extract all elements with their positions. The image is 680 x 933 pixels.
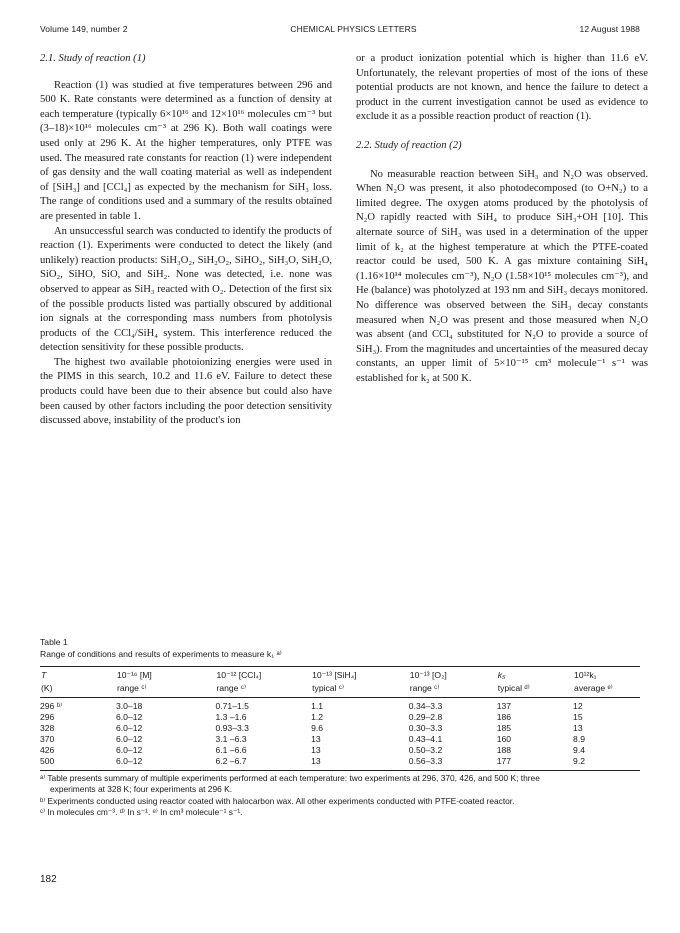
column-header: T <box>40 667 116 683</box>
column-header: 10⁻¹³ [SiH₄] <box>311 667 409 683</box>
column-header: k₅ <box>497 667 573 683</box>
column-subheader: average ᵉ⁾ <box>573 682 640 698</box>
column-subheader: (K) <box>40 682 116 698</box>
table-cell: 137 <box>496 701 512 711</box>
column-subheader: range ᶜ⁾ <box>116 682 216 698</box>
column-subheader: typical ᶜ⁾ <box>311 682 409 698</box>
table-caption-block <box>40 636 640 660</box>
table-cell: 0.30–3.3 <box>408 723 443 733</box>
table-cell: 0.50–3.2 <box>408 745 443 755</box>
table-cell: 8.9 <box>573 734 585 744</box>
results-table <box>40 666 640 771</box>
footnote-a-continued: experiments at 328 K; four experiments at 296 K. <box>50 784 233 795</box>
paragraph: An unsuccessful search was conducted to identify the products of reaction (1). Experiments were conducted to detect the likely (and unlikely) reaction products: SiH₃O₂, SiH₂O₂, SiHO₂, SiH₃O, SiH₂O, SiO₂, SiHO, SiO, and SiH₂. None was detected, i.e. none was observed to appear as SiH₃ reacted with O₂. Detection of the first six of the possible products listed was partially obscured by additional ion signals at the corresponding mass numbers from photolysis products of the CCl₄/SiH₄ system. This interference reduced the detection sensitivity for these possible products. <box>40 225 332 354</box>
table-cell: 3.1 –6.3 <box>215 734 247 744</box>
column-subheader: typical ᵈ⁾ <box>497 682 573 698</box>
table-cell: 12 <box>573 701 583 711</box>
table-cell: 6.2 –6.7 <box>215 756 311 771</box>
table-cell: 500 <box>40 756 116 771</box>
table-row <box>40 698 640 713</box>
header-volume: Volume 149, number 2 <box>40 24 128 34</box>
column-header: 10⁻¹³ [O₂] <box>409 667 497 683</box>
table-cell: 0.93–3.3 <box>215 723 249 733</box>
table-cell: 186 <box>496 712 512 722</box>
paragraph: No measurable reaction between SiH₃ and N₂O was observed. When N₂O was present, it also photodecomposed (to O+N₂) to a limited degree. The oxygen atoms produced by the photolysis of N₂O rapidly reacted with SiH₄ to produce SiH₃+OH [10]. This alternate source of SiH₃ was used in a determination of the upper limit of k₂ at the highest temperature at which the PTFE-coated reactor could be used, 500 K. A gas mixture containing SiH₄ (1.16×10¹⁴ molecules cm⁻³), N₂O (1.58×10¹⁵ molecules cm⁻³), and He (balance) was photolyzed at 193 nm and SiH₃ decays monitored. No difference was observed between the SiH₃ decay constants measured when N₂O was present and those measured when N₂O was absent (and CCl₄ substituted for N₂O to provide a source of SiH₃). From the magnitudes and uncertainties of the measured decay constants, an upper limit of 5×10⁻¹⁵ cm³ molecule⁻¹ s⁻¹ was established for k₂ at 500 K. <box>356 168 648 384</box>
table-cell: 6.1 –6.6 <box>215 745 247 755</box>
column-header: 10⁻¹² [CCl₄] <box>215 667 311 683</box>
column-header: 10¹²k₁ <box>573 667 640 683</box>
table-cell: 9.6 <box>311 723 324 733</box>
section-heading-reaction-1: 2.1. Study of reaction (1) <box>40 53 146 64</box>
table-cell: 6.0–12 <box>115 745 143 755</box>
column-header: 10⁻¹⁶ [M] <box>116 667 216 683</box>
table-label: Table 1 <box>40 637 68 647</box>
table-row <box>40 756 640 771</box>
paragraph: The highest two available photoionizing energies were used in the PIMS in this search, 10.2 and 11.6 eV. Failure to detect these products could have been due to their absence but could also have been caused by other factors including the poor detection sensitivity discussed above, instability of the product's ion <box>40 356 332 427</box>
table-cell: 15 <box>573 712 583 722</box>
table-cell: 296 <box>40 712 55 722</box>
table-caption: Range of conditions and results of experiments to measure k₁ ᵃ⁾ <box>40 649 282 659</box>
header-journal: CHEMICAL PHYSICS LETTERS <box>290 24 417 34</box>
footnote-a: ᵃ⁾ Table presents summary of multiple experiments performed at each temperature: two experiments at 296, 370, 426, and 500 K; three <box>40 773 540 783</box>
footnote-units: ᶜ⁾ In molecules cm⁻³. ᵈ⁾ In s⁻¹. ᵉ⁾ In cm³ molecule⁻¹ s⁻¹. <box>40 807 243 818</box>
table-cell: 9.4 <box>573 745 585 755</box>
table-cell: 0.29–2.8 <box>408 712 443 722</box>
table-cell: 188 <box>496 745 512 755</box>
header-date: 12 August 1988 <box>579 24 640 34</box>
table-cell: 0.71–1.5 <box>215 701 249 711</box>
table-cell: 6.0–12 <box>116 756 216 771</box>
table-row <box>40 712 640 723</box>
table-cell: 6.0–12 <box>115 712 143 722</box>
table-row <box>40 745 640 756</box>
right-column <box>356 52 648 386</box>
running-header <box>40 24 640 34</box>
table-row <box>40 723 640 734</box>
table-cell: 0.34–3.3 <box>408 701 443 711</box>
footnote-b: ᵇ⁾ Experiments conducted using reactor coated with halocarbon wax. All other experiments conducted with PTFE-coated reactor. <box>40 795 515 806</box>
table-cell: 13 <box>573 723 583 733</box>
column-subheader: range ᶜ⁾ <box>409 682 497 698</box>
table-cell: 1.2 <box>311 712 324 722</box>
table-cell: 160 <box>496 734 512 744</box>
table-cell: 1.3 –1.6 <box>215 712 247 722</box>
table-cell: 1.1 <box>311 701 324 711</box>
table-cell: 0.43–4.1 <box>408 734 443 744</box>
table-footnotes <box>40 773 640 819</box>
table-row <box>40 734 640 745</box>
column-subheader: range ᶜ⁾ <box>215 682 311 698</box>
table-cell: 426 <box>40 745 55 755</box>
table-cell: 6.0–12 <box>115 723 143 733</box>
page-number: 182 <box>40 874 57 885</box>
table-cell: 13 <box>311 745 321 755</box>
left-column <box>40 52 332 429</box>
table-cell: 296 ᵇ⁾ <box>40 701 63 711</box>
table-cell: 328 <box>40 723 55 733</box>
table-cell: 177 <box>497 756 573 771</box>
table-cell: 9.2 <box>573 756 640 771</box>
paragraph: Reaction (1) was studied at five temperatures between 296 and 500 K. Rate constants were determined as a function of density at each temperature (typically 6×10¹⁶ and 12×10¹⁶ molecules cm⁻³ but (3–18)×10¹⁶ molecules cm⁻³ at 296 K). Both wall coatings were used only at 296 K. At the higher temperatures, only PTFE was used. The measured rate constants for reaction (1) were independent of gas density and the wall coating material as well as independent of [SiH₃] and [CCl₄] as expected by the mechanism for SiH₃ loss. The range of conditions used and a summary of the results obtained are presented in table 1. <box>40 79 332 222</box>
table-cell: 3.0–18 <box>115 701 143 711</box>
table-cell: 13 <box>311 756 409 771</box>
table-cell: 185 <box>496 723 512 733</box>
paragraph-continuation: or a product ionization potential which is higher than 11.6 eV. Unfortunately, the relevant properties of most of the ions of these potential products are not known, and hence the failure to detect a product in the current investigation cannot be used as evidence to exclude it as a possible reaction product of reaction (1). <box>356 53 648 123</box>
table-cell: 0.56–3.3 <box>409 756 497 771</box>
table-cell: 370 <box>40 734 55 744</box>
table-cell: 6.0–12 <box>115 734 143 744</box>
table-cell: 13 <box>311 734 321 744</box>
section-heading-reaction-2: 2.2. Study of reaction (2) <box>356 139 462 151</box>
